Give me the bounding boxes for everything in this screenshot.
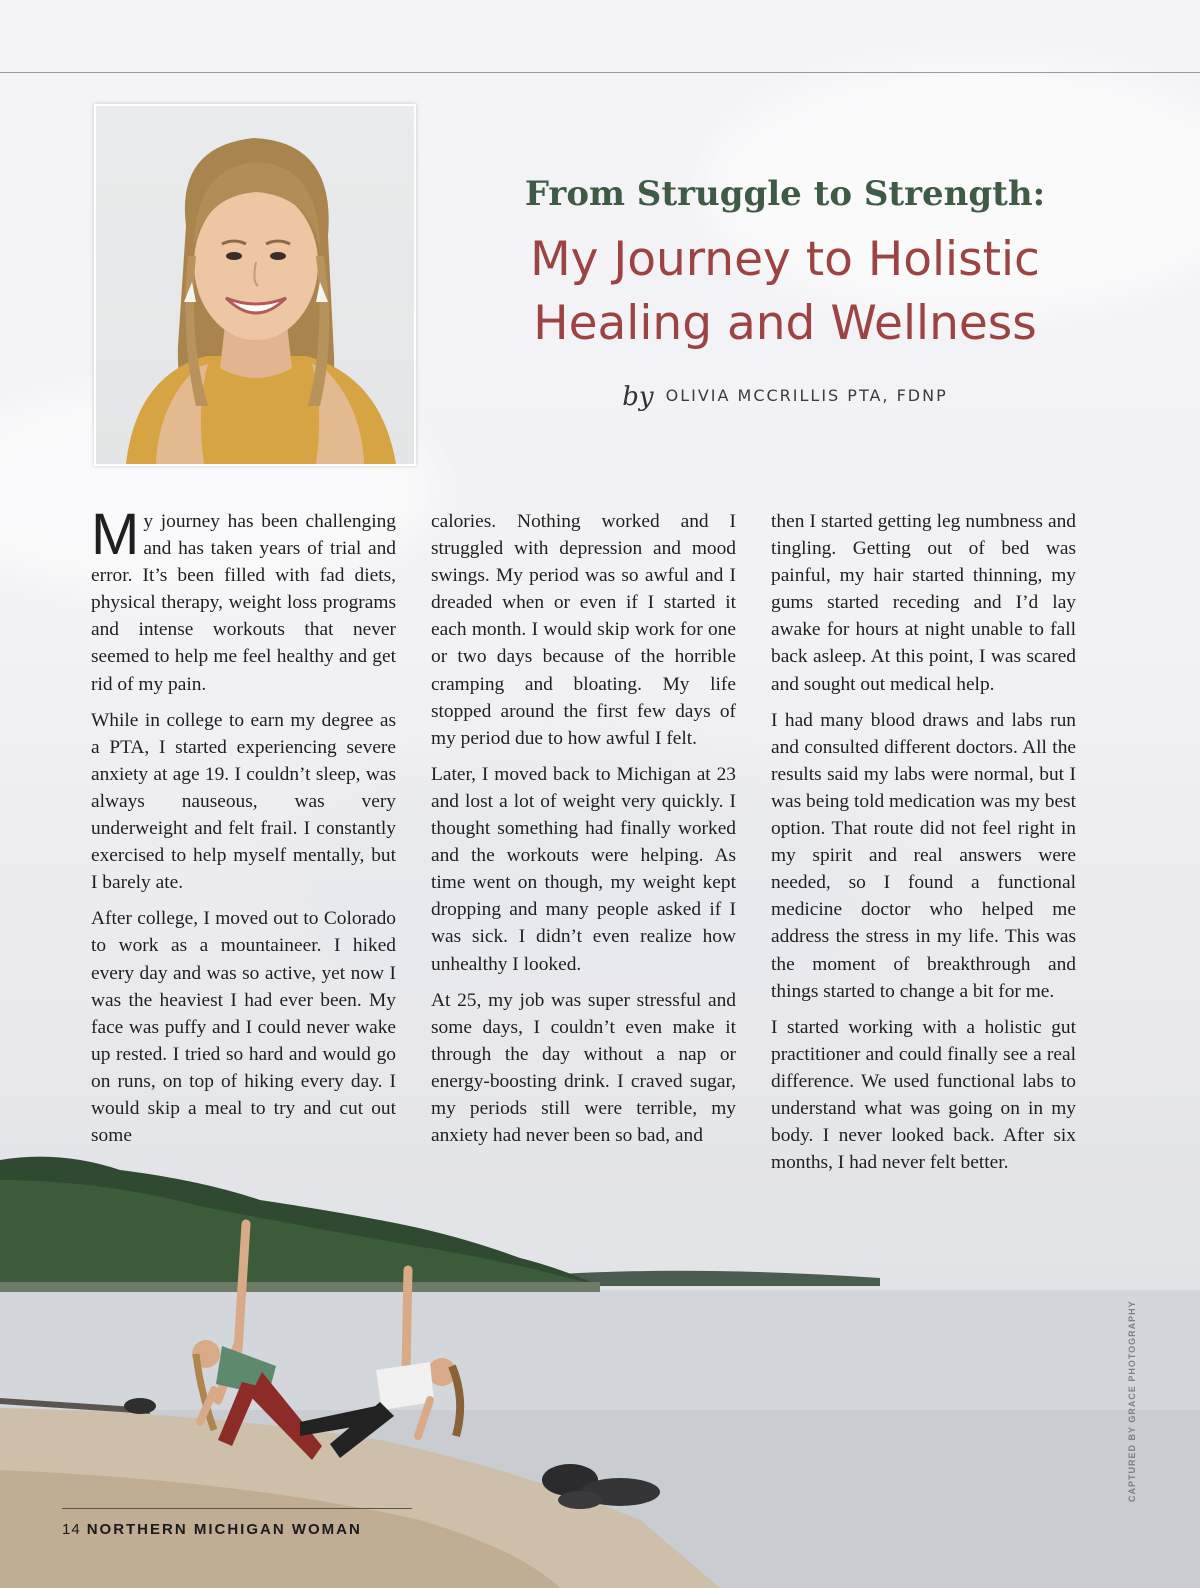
drop-cap: M	[91, 502, 140, 567]
paragraph: I started working with a holistic gut practitioner and could finally see a real difference. We used functional labs to understand what was going on in my body. I never looked back. After six months, I had never felt better.	[771, 1016, 1076, 1174]
paragraph: While in college to earn my degree as a PTA, I started experiencing severe anxiety at age 19. I couldn’t sleep, was always nauseous, was very underweight and felt frail. I constantly exercised to help myself mentally, but I barely ate.	[91, 709, 396, 894]
article-kicker: From Struggle to Strength:	[524, 174, 1046, 214]
author-portrait	[94, 104, 416, 466]
paragraph: After college, I moved out to Colorado to work as a mountaineer. I hiked every day and was so active, yet now I was the heaviest I had ever been. My face was puffy and I could never wake up rested. I tried so hard and would go on runs, on top of hiking every day. I would skip a meal to try and cut out some	[91, 908, 396, 1147]
paragraph: At 25, my job was super stressful and some days, I couldn’t even make it through the day without a nap or energy-boosting drink. I craved sugar, my periods still were terrible, my anxiety had never been so bad, and	[431, 989, 736, 1147]
page-number: 14	[62, 1521, 81, 1538]
page-footer	[62, 1521, 362, 1538]
article-headline	[440, 228, 1130, 356]
byline-by: by	[622, 382, 654, 412]
headline-line-1: My Journey to Holistic	[530, 232, 1040, 287]
paragraph: calories. Nothing worked and I struggled with depression and mood swings. My period was so awful and I dreaded when or even if I started it each month. I would skip work for one or two days because of the horrible cramping and bloating. My life stopped around the first few days of my period due to how awful I felt.	[431, 511, 736, 749]
publication-name: NORTHERN MICHIGAN WOMAN	[86, 1521, 362, 1538]
byline-author: OLIVIA MCCRILLIS PTA, FDNP	[665, 386, 948, 405]
article-column-2	[431, 508, 736, 1158]
byline	[440, 382, 1130, 412]
paragraph-text: y journey has been challenging and has taken years of trial and error. It’s been filled with fad diets, physical therapy, weight loss programs and intense workouts that never seemed to help me feel healthy and get rid of my pain.	[91, 511, 396, 695]
headline-line-2: Healing and Wellness	[533, 296, 1037, 351]
article-column-3	[771, 508, 1076, 1185]
photo-credit: CAPTURED BY GRACE PHOTOGRAPHY	[1127, 1300, 1137, 1502]
paragraph: then I started getting leg numbness and tingling. Getting out of bed was painful, my hair started thinning, my gums started receding and I’d lay awake for hours at night unable to fall back asleep. At this point, I was scared and sought out medical help.	[771, 511, 1076, 695]
paragraph: I had many blood draws and labs run and consulted different doctors. All the results said my labs were normal, but I was being told medication was my best option. That route did not feel right in my spirit and real answers were needed, so I found a functional medicine doctor who helped me address the stress in my life. This was the moment of breakthrough and things started to change a bit for me.	[771, 709, 1076, 1002]
footer-rule	[62, 1508, 412, 1509]
article-column-1	[91, 502, 396, 1158]
top-rule	[0, 72, 1200, 73]
paragraph: Later, I moved back to Michigan at 23 and lost a lot of weight very quickly. I thought something had finally worked and the workouts were helping. As time went on though, my weight kept dropping and many people asked if I was sick. I didn’t even realize how unhealthy I looked.	[431, 763, 736, 975]
paragraph	[91, 502, 396, 698]
